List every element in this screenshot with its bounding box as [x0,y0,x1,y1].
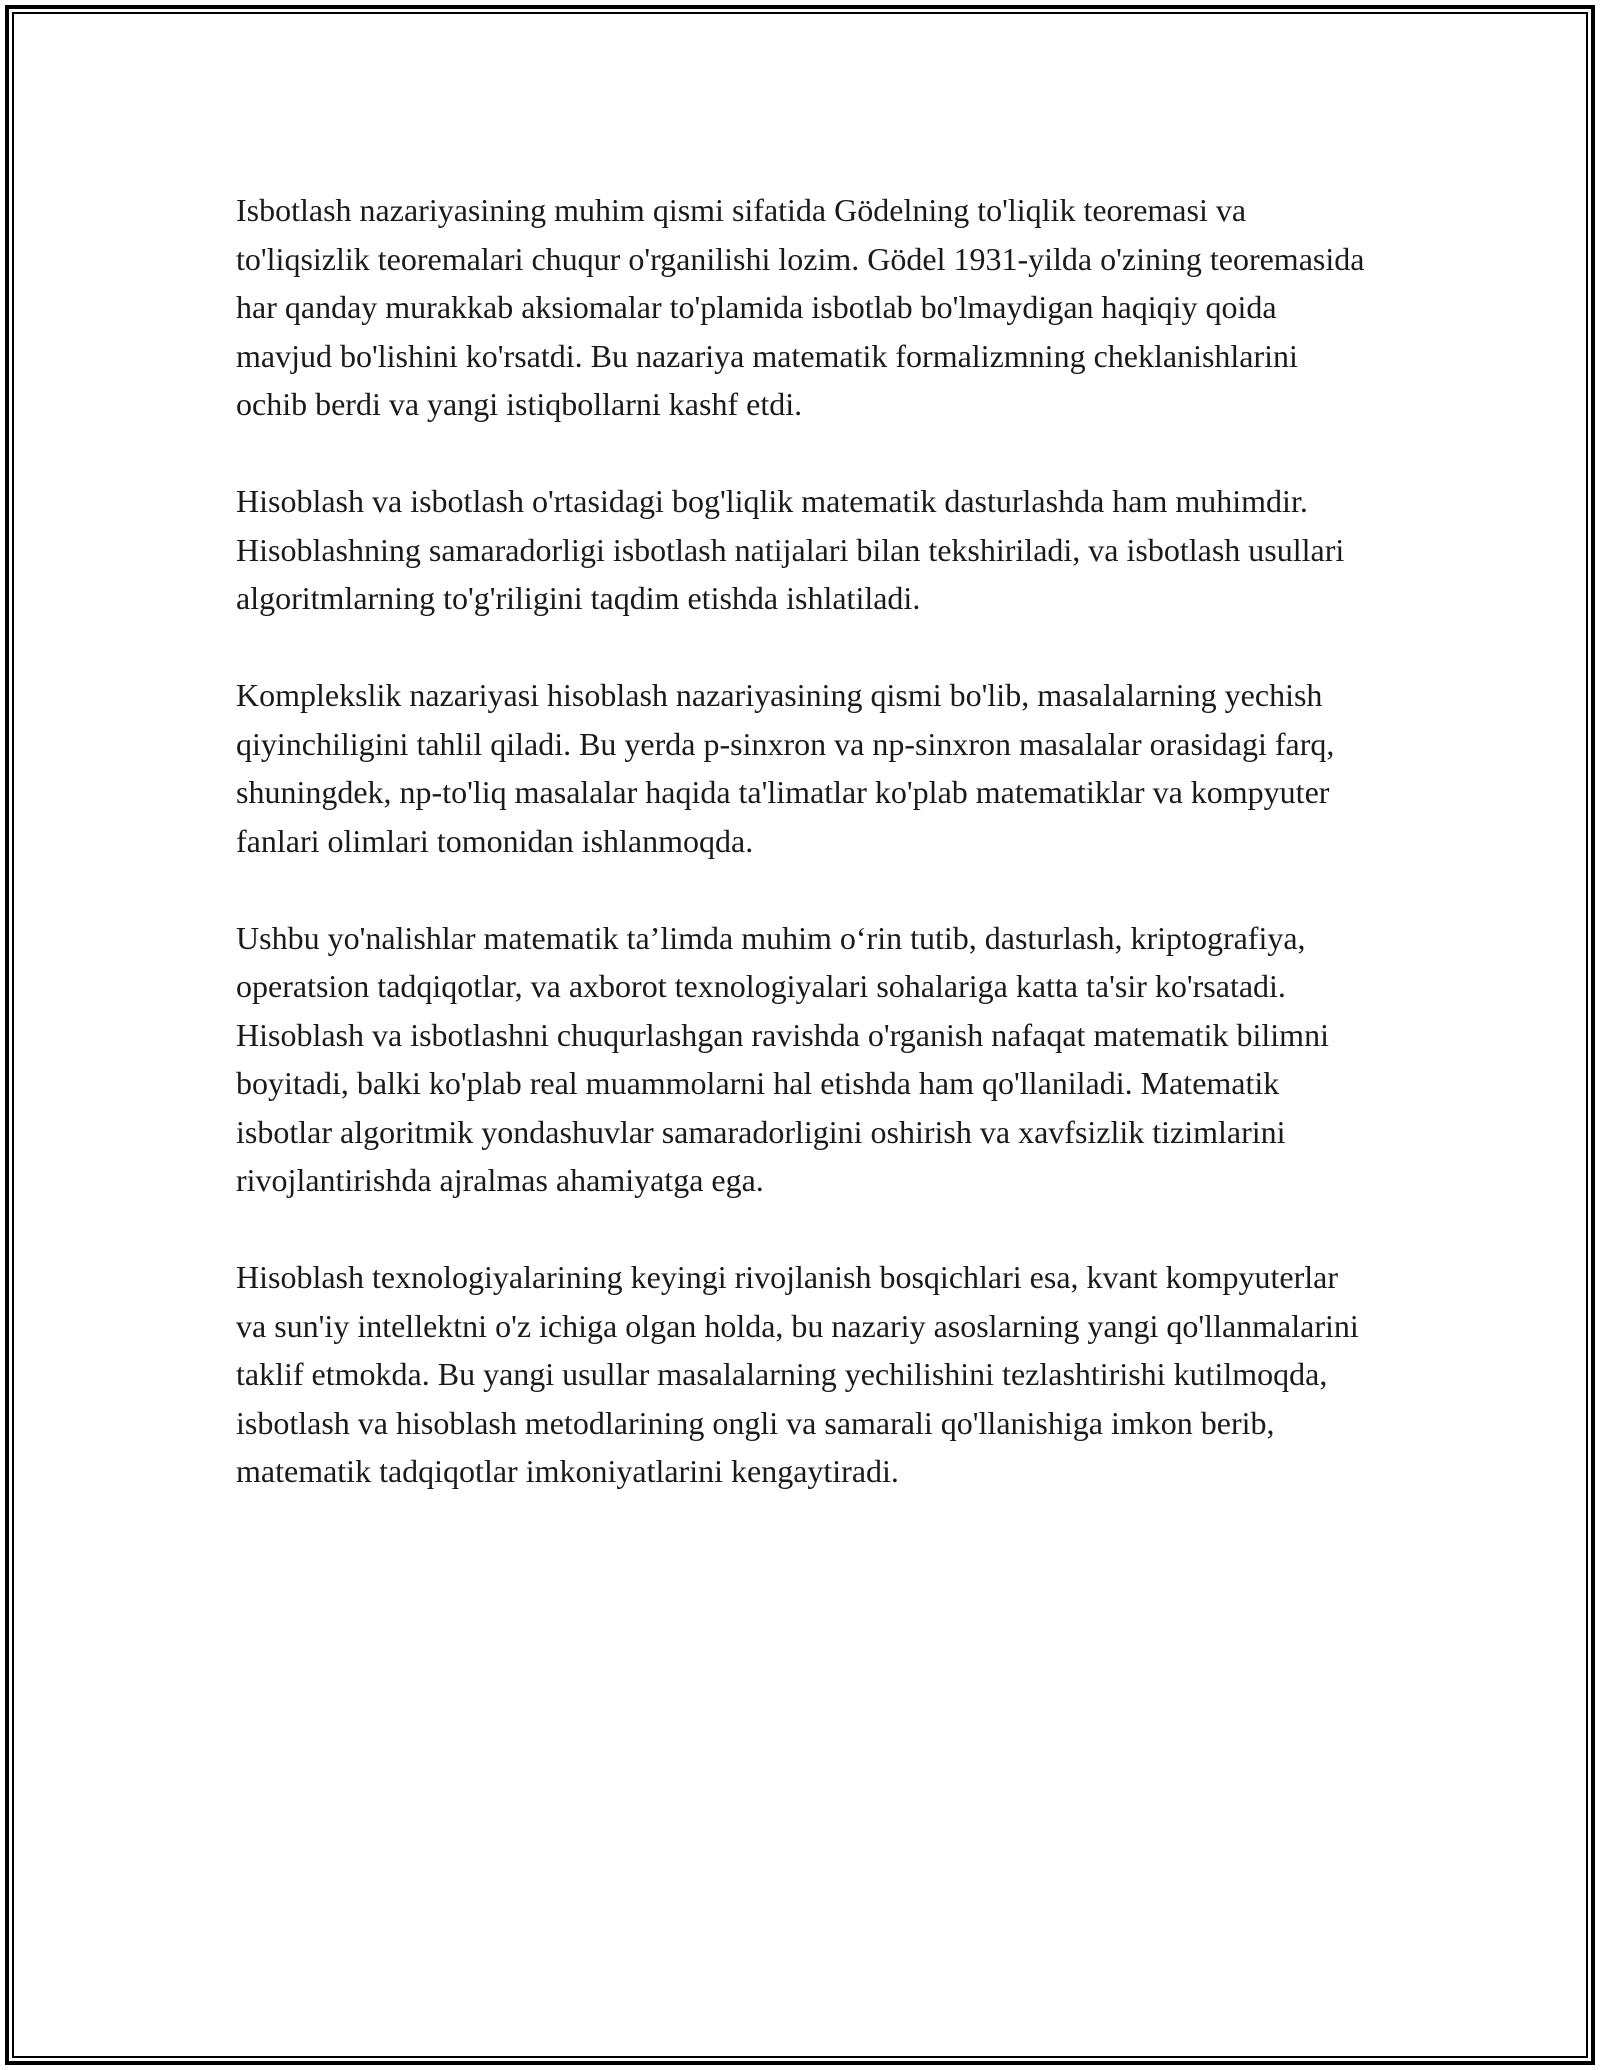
paragraph-future-technologies: Hisoblash texnologiyalarining keyingi rivojlanish bosqichlari esa, kvant kompyuterlar va sun'iy intellektni o'z ichiga olgan holda, bu nazariy asoslarning yangi qo'llanmalarini taklif etmokda. Bu yangi usullar masalalarning yechilishini tezlashtirishi kutilmoqda, isbotlash va hisoblash metodlarining ongli va samarali qo'llanishiga imkon berib, matematik tadqiqotlar imkoniyatlarini kengaytiradi. [236,1259,1359,1489]
paragraph-complexity-theory: Komplekslik nazariyasi hisoblash nazariyasining qismi bo'lib, masalalarning yechish qiyinchiligini tahlil qiladi. Bu yerda p-sinxron va np-sinxron masalalar orasidagi farq, shuningdek, np-to'liq masalalar haqida ta'limatlar ko'plab matematiklar va kompyuter fanlari olimlari tomonidan ishlanmoqda. [236,677,1335,859]
paragraph-godel-theorems: Isbotlash nazariyasining muhim qismi sifatida Gödelning to'liqlik teoremasi va to'liqsizlik teoremalari chuqur o'rganilishi lozim. Gödel 1931-yilda o'zining teoremasida har qanday murakkab aksiomalar to'plamida isbotlab bo'lmaydigan haqiqiy qoida mavjud bo'lishini ko'rsatdi. Bu nazariya matematik formalizmning cheklanishlarini ochib berdi va yangi istiqbollarni kashf etdi. [236,192,1365,422]
paragraph-applications: Ushbu yo'nalishlar matematik ta’limda muhim o‘rin tutib, dasturlash, kriptografiya, operatsion tadqiqotlar, va axborot texnologiyalari sohalariga katta ta'sir ko'rsatadi. Hisoblash va isbotlashni chuqurlashgan ravishda o'rganish nafaqat matematik bilimni boyitadi, balki ko'plab real muammolarni hal etishda ham qo'llaniladi. Matematik isbotlar algoritmik yondashuvlar samaradorligini oshirish va xavfsizlik tizimlarini rivojlantirishda ajralmas ahamiyatga ega. [236,919,1329,1198]
paragraph-computation-proof: Hisoblash va isbotlash o'rtasidagi bog'liqlik matematik dasturlashda ham muhimdir. Hisoblashning samaradorligi isbotlash natijalari bilan tekshiriladi, va isbotlash usullari algoritmlarning to'g'riligini taqdim etishda ishlatiladi. [236,483,1345,616]
document-body [236,186,1376,1496]
